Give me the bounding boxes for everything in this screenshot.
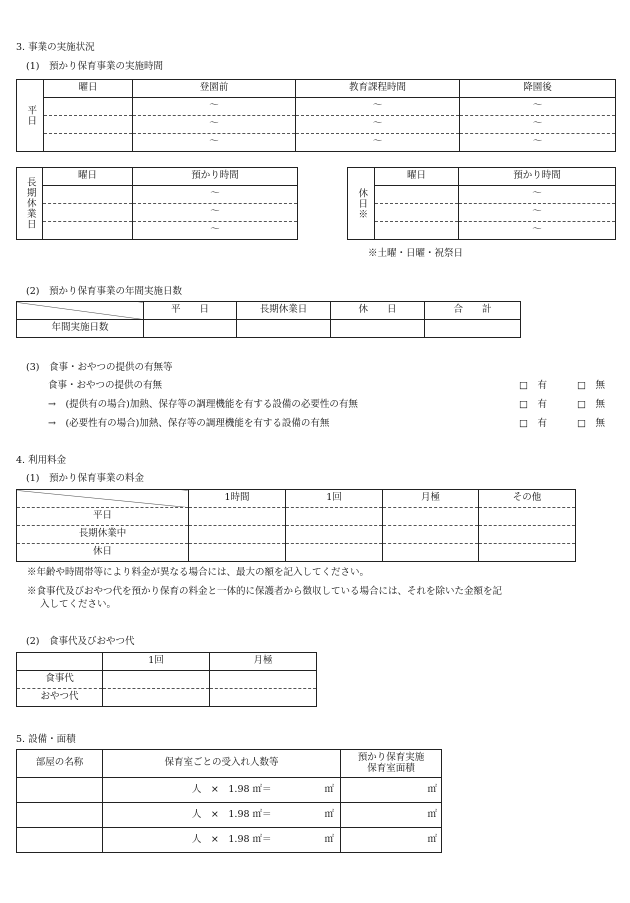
table-header-row: [17, 750, 442, 778]
table-row: [17, 544, 576, 562]
table-row: [17, 116, 616, 134]
meal-fee-label: 食事代: [17, 671, 103, 689]
header-day: 曜日: [375, 168, 459, 186]
section-4-title: 4. 利用料金: [16, 455, 67, 466]
no-checkbox[interactable]: □ 無: [577, 380, 605, 391]
unit-label: ㎡: [427, 808, 437, 820]
fee-table: [16, 489, 576, 562]
day-cell[interactable]: [43, 204, 133, 222]
room-name-cell[interactable]: [17, 803, 103, 828]
day-cell[interactable]: [44, 134, 133, 152]
unit-label: ㎡: [324, 783, 334, 795]
table-header-row: [17, 653, 317, 671]
day-cell[interactable]: [375, 222, 459, 240]
capacity-cell[interactable]: [103, 778, 341, 803]
meal-fee-table: [16, 652, 317, 707]
header-day: 曜日: [44, 80, 133, 98]
fee-cell[interactable]: [286, 544, 383, 562]
fee-cell[interactable]: [210, 689, 317, 707]
day-cell[interactable]: [43, 222, 133, 240]
time-cell[interactable]: ～: [460, 98, 616, 116]
time-cell[interactable]: ～: [459, 222, 616, 240]
header-area-line1: 預かり保育実施: [357, 752, 425, 764]
table-row: [17, 803, 442, 828]
section-5-title: 5. 設備・面積: [16, 734, 76, 745]
empty-corner-cell: [17, 653, 103, 671]
table-row: [17, 828, 442, 853]
time-cell[interactable]: ～: [296, 98, 460, 116]
fee-cell[interactable]: [103, 671, 210, 689]
time-cell[interactable]: ～: [296, 134, 460, 152]
header-before: 登園前: [133, 80, 296, 98]
capacity-formula: 人 × 1.98 ㎡＝: [191, 808, 272, 820]
table-header-row: [17, 302, 521, 320]
holiday-label: 休日※: [348, 168, 375, 240]
fee-cell[interactable]: [189, 544, 286, 562]
value-cell[interactable]: [237, 320, 331, 338]
table-row: [17, 778, 442, 803]
header-capacity: 保育室ごとの受入れ人数等: [103, 750, 341, 778]
room-name-cell[interactable]: [17, 778, 103, 803]
weekday-label: 平日: [17, 80, 44, 152]
section-4-2-title: (2) 食事代及びおやつ代: [26, 636, 135, 647]
unit-label: ㎡: [427, 783, 437, 795]
table-row: [17, 204, 298, 222]
room-name-cell[interactable]: [17, 828, 103, 853]
area-cell[interactable]: [341, 828, 442, 853]
facility-area-table: [16, 749, 442, 853]
fee-cell[interactable]: [210, 671, 317, 689]
table-row: [17, 98, 616, 116]
section-4-1-title: (1) 預かり保育事業の料金: [26, 473, 144, 484]
long-holiday-label: 長期休業日: [17, 168, 43, 240]
table-row: [348, 222, 616, 240]
day-cell[interactable]: [44, 116, 133, 134]
day-cell[interactable]: [375, 204, 459, 222]
table-row: [17, 222, 298, 240]
fee-row-label: 長期休業中: [17, 526, 189, 544]
header-monthly: 月極: [383, 490, 479, 508]
yes-checkbox[interactable]: □ 有: [519, 418, 547, 429]
day-cell[interactable]: [44, 98, 133, 116]
holiday-time-table: [347, 167, 616, 240]
fee-cell[interactable]: [383, 526, 479, 544]
meal-item-1: 食事・おやつの提供の有無: [48, 380, 163, 391]
header-curriculum: 教育課程時間: [296, 80, 460, 98]
table-row: [17, 320, 521, 338]
table-row: [17, 526, 576, 544]
area-cell[interactable]: [341, 803, 442, 828]
diagonal-corner-cell: [17, 490, 189, 508]
unit-label: ㎡: [324, 808, 334, 820]
meal-item-3: → (必要性有の場合)加熱、保存等の調理機能を有する設備の有無: [48, 418, 330, 429]
table-row: [17, 689, 317, 707]
fee-cell[interactable]: [286, 526, 383, 544]
table-row: [348, 204, 616, 222]
fee-cell[interactable]: [479, 526, 576, 544]
header-hourly: 1時間: [189, 490, 286, 508]
holiday-note: ※土曜・日曜・祝祭日: [368, 248, 464, 259]
value-cell[interactable]: [331, 320, 425, 338]
time-cell[interactable]: ～: [459, 186, 616, 204]
diagonal-corner-cell: [17, 302, 144, 320]
no-checkbox[interactable]: □ 無: [577, 399, 605, 410]
header-hours: 預かり時間: [133, 168, 298, 186]
header-total: 合 計: [425, 302, 521, 320]
header-per-use: 1回: [286, 490, 383, 508]
yes-checkbox[interactable]: □ 有: [519, 399, 547, 410]
time-cell[interactable]: ～: [296, 116, 460, 134]
fee-cell[interactable]: [383, 544, 479, 562]
section-3-title: 3. 事業の実施状況: [16, 42, 95, 53]
time-cell[interactable]: ～: [460, 134, 616, 152]
table-row: [17, 508, 576, 526]
fee-note-2: ※食事代及びおやつ代を預かり保育の料金と一体的に保護者から徴収している場合には、それを除いた金額を記: [27, 586, 503, 597]
section-3-3-title: (3) 食事・おやつの提供の有無等: [26, 362, 173, 373]
time-cell[interactable]: ～: [133, 134, 296, 152]
fee-cell[interactable]: [479, 544, 576, 562]
time-cell[interactable]: ～: [459, 204, 616, 222]
no-checkbox[interactable]: □ 無: [577, 418, 605, 429]
snack-fee-label: おやつ代: [17, 689, 103, 707]
unit-label: ㎡: [427, 833, 437, 845]
capacity-formula: 人 × 1.98 ㎡＝: [191, 833, 272, 845]
fee-cell[interactable]: [189, 508, 286, 526]
time-cell[interactable]: ～: [133, 186, 298, 204]
yes-checkbox[interactable]: □ 有: [519, 380, 547, 391]
fee-cell[interactable]: [286, 508, 383, 526]
time-cell[interactable]: ～: [133, 222, 298, 240]
section-3-1-title: (1) 預かり保育事業の実施時間: [26, 61, 163, 72]
table-header-row: [17, 80, 616, 98]
annual-days-label: 年間実施日数: [17, 320, 144, 338]
table-row: [17, 134, 616, 152]
day-cell[interactable]: [375, 186, 459, 204]
time-cell[interactable]: ～: [133, 98, 296, 116]
header-per-use: 1回: [103, 653, 210, 671]
header-after: 降園後: [460, 80, 616, 98]
header-hours: 預かり時間: [459, 168, 616, 186]
unit-label: ㎡: [324, 833, 334, 845]
fee-cell[interactable]: [189, 526, 286, 544]
header-other: その他: [479, 490, 576, 508]
header-weekday: 平 日: [144, 302, 237, 320]
area-cell[interactable]: [341, 778, 442, 803]
header-long-holiday: 長期休業日: [237, 302, 331, 320]
long-holiday-time-table: [16, 167, 298, 240]
value-cell[interactable]: [144, 320, 237, 338]
annual-days-table: [16, 301, 521, 338]
time-cell[interactable]: ～: [133, 204, 298, 222]
header-monthly: 月極: [210, 653, 317, 671]
fee-cell[interactable]: [103, 689, 210, 707]
header-room-name: 部屋の名称: [17, 750, 103, 778]
fee-note-1: ※年齢や時間帯等により料金が異なる場合には、最大の額を記入してください。: [27, 567, 370, 578]
value-cell[interactable]: [425, 320, 521, 338]
capacity-cell[interactable]: [103, 828, 341, 853]
fee-cell[interactable]: [383, 508, 479, 526]
capacity-cell[interactable]: [103, 803, 341, 828]
weekday-time-table: [16, 79, 616, 152]
table-row: [17, 186, 298, 204]
header-day: 曜日: [43, 168, 133, 186]
section-3-2-title: (2) 預かり保育事業の年間実施日数: [26, 286, 182, 297]
capacity-formula: 人 × 1.98 ㎡＝: [191, 783, 272, 795]
header-area: [341, 750, 442, 778]
table-header-row: [17, 490, 576, 508]
fee-cell[interactable]: [479, 508, 576, 526]
fee-note-2-cont: 入してください。: [40, 599, 117, 610]
fee-row-label: 休日: [17, 544, 189, 562]
table-row: [17, 671, 317, 689]
header-area-line2: 保育室面積: [367, 762, 415, 774]
time-cell[interactable]: ～: [133, 116, 296, 134]
fee-row-label: 平日: [17, 508, 189, 526]
day-cell[interactable]: [43, 186, 133, 204]
table-row: [348, 186, 616, 204]
time-cell[interactable]: ～: [460, 116, 616, 134]
meal-item-2: → (提供有の場合)加熱、保存等の調理機能を有する設備の必要性の有無: [48, 399, 358, 410]
header-holiday: 休 日: [331, 302, 425, 320]
